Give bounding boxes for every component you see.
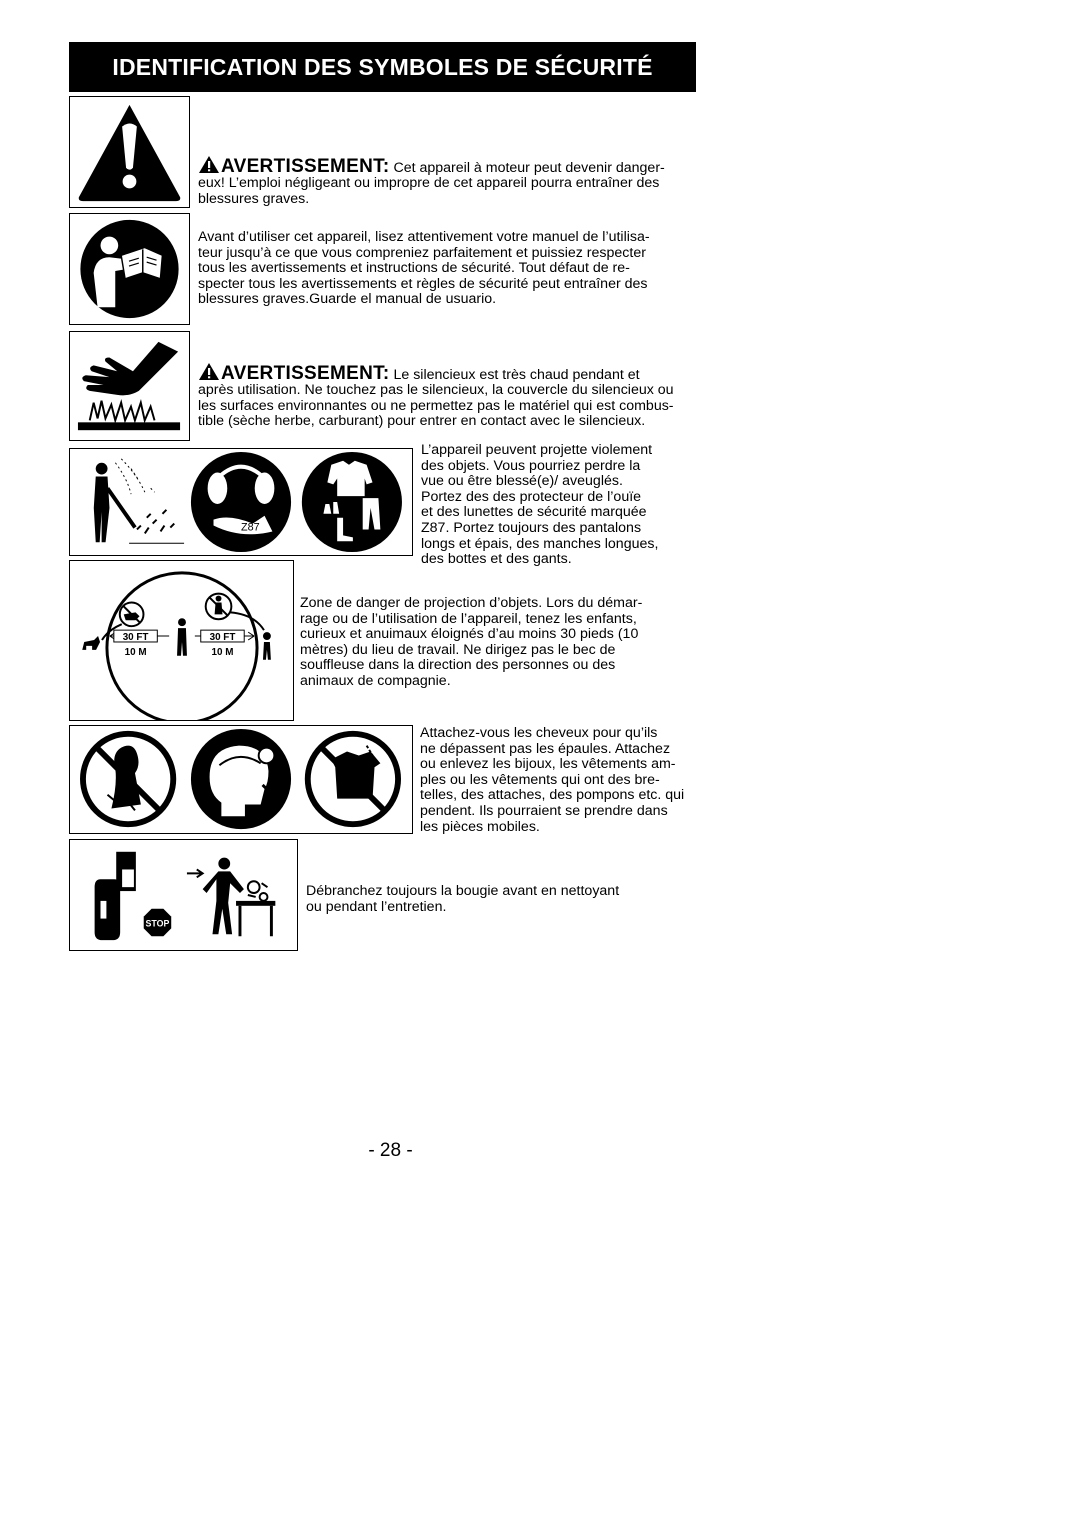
warning-triangle-icon: [70, 97, 189, 207]
page-title: IDENTIFICATION DES SYMBOLES DE SÉCURITÉ: [69, 42, 696, 92]
read-manual-box: [69, 213, 190, 325]
danger-zone-icon: [70, 561, 293, 720]
loose-hair-clothing-icons: [70, 726, 412, 833]
read-manual-icon: [70, 214, 189, 324]
warning-general-text: [198, 139, 688, 207]
no-people-icon: [206, 594, 232, 620]
stop-label: STOP: [145, 918, 170, 929]
danger-zone-box: [69, 560, 294, 721]
spark-plug-text: Débranchez toujours la bougie avant en nettoyant ou pendant l’entretien.: [306, 883, 620, 915]
operator-icon: [177, 618, 187, 656]
no-loose-clothing-icon: [308, 734, 398, 824]
hot-muffler-text: [198, 346, 688, 430]
protective-equipment-box: [69, 448, 413, 556]
read-manual-text: Avant d’utiliser cet appareil, lisez attentivement votre manuel de l’utilisa- teur jusqu’à ce que vous compreniez parfaitement et puissiez respecter tous les avertissements et instructions de sécurité. Tout défaut de re- specter tous les avertissements et règles de sécurité peut entraîner des blessures graves.Guarde el manual de usuario.: [198, 229, 650, 308]
no-animals-icon: [120, 602, 144, 626]
distance-m-left: 10 M: [124, 646, 147, 658]
ear-eye-protection-icon: [191, 452, 291, 552]
warning-body: Cet appareil à moteur peut devenir danger- eux! L’emploi négligeant ou impropre de cet appareil pourra entraîner des blessures graves.: [198, 159, 665, 207]
warning-heading: AVERTISSEMENT:: [221, 362, 390, 384]
hot-surface-hand-icon: [70, 332, 189, 440]
thrown-objects-icon: [94, 459, 184, 543]
warning-heading: AVERTISSEMENT:: [221, 155, 390, 177]
spark-plug-box: [69, 839, 298, 951]
maintenance-person-icon: [187, 858, 275, 937]
warning-body: Le silencieux est très chaud pendant et après utilisation. Ne touchez pas le silencieux, la couvercle du silencieux ou les surfaces environnantes ou ne permettez pas le matériel qui est combus- tible (sèche herbe, carburant) pour entrer en contact avec le silencieux.: [198, 366, 674, 430]
spark-plug-disconnect-icon: [95, 852, 136, 940]
warning-symbol-box: [69, 96, 190, 208]
tied-hair-icon: [191, 729, 291, 829]
protective-equipment-icons: [70, 449, 412, 555]
loose-hair-box: [69, 725, 413, 834]
z87-badge: Z87: [241, 521, 260, 534]
warning-triangle-small-icon: [198, 362, 220, 381]
hot-surface-box: [69, 331, 190, 441]
protective-clothing-icon: [302, 452, 402, 552]
warning-triangle-small-icon: [198, 155, 220, 174]
distance-ft-left: 30 FT: [122, 632, 149, 644]
no-loose-hair-icon: [83, 734, 173, 824]
distance-ft-right: 30 FT: [209, 632, 236, 644]
loose-hair-text: Attachez‑vous les cheveux pour qu’ils ne dépassent pas les épaules. Attachez ou enlevez les bijoux, les vêtements am- ples ou les vêtements qui ont des bre- telles, des attaches, des pompons etc. qui pendent. Ils pourraient se prendre dans les pièces mobiles.: [420, 725, 685, 835]
danger-zone-text: Zone de danger de projection d’objets. Lors du démar- rage ou de l’utilisation de l’appareil, tenez les enfants, curieux et anuimaux éloignés d’au moins 30 pieds (10 mètres) du lieu de travail. Ne dirigez pas le bec de souffleuse dans la direction des personnes ou des animaux de compagnie.: [300, 595, 643, 689]
protective-equipment-text: L’appareil peuvent projette violement des objets. Vous pourriez perdre la vue ou être blessé(e)/ aveuglés. Portez des des protecteur de l’ouïe et des lunettes de sécurité marquée Z87. Portez toujours des pantalons longs et épais, des manches longues, des bottes et des gants.: [421, 442, 659, 568]
distance-m-right: 10 M: [211, 646, 234, 658]
page-number: - 28 -: [368, 1140, 413, 1161]
spark-plug-maintenance-icons: [70, 840, 297, 950]
stop-sign-icon: [144, 909, 172, 937]
